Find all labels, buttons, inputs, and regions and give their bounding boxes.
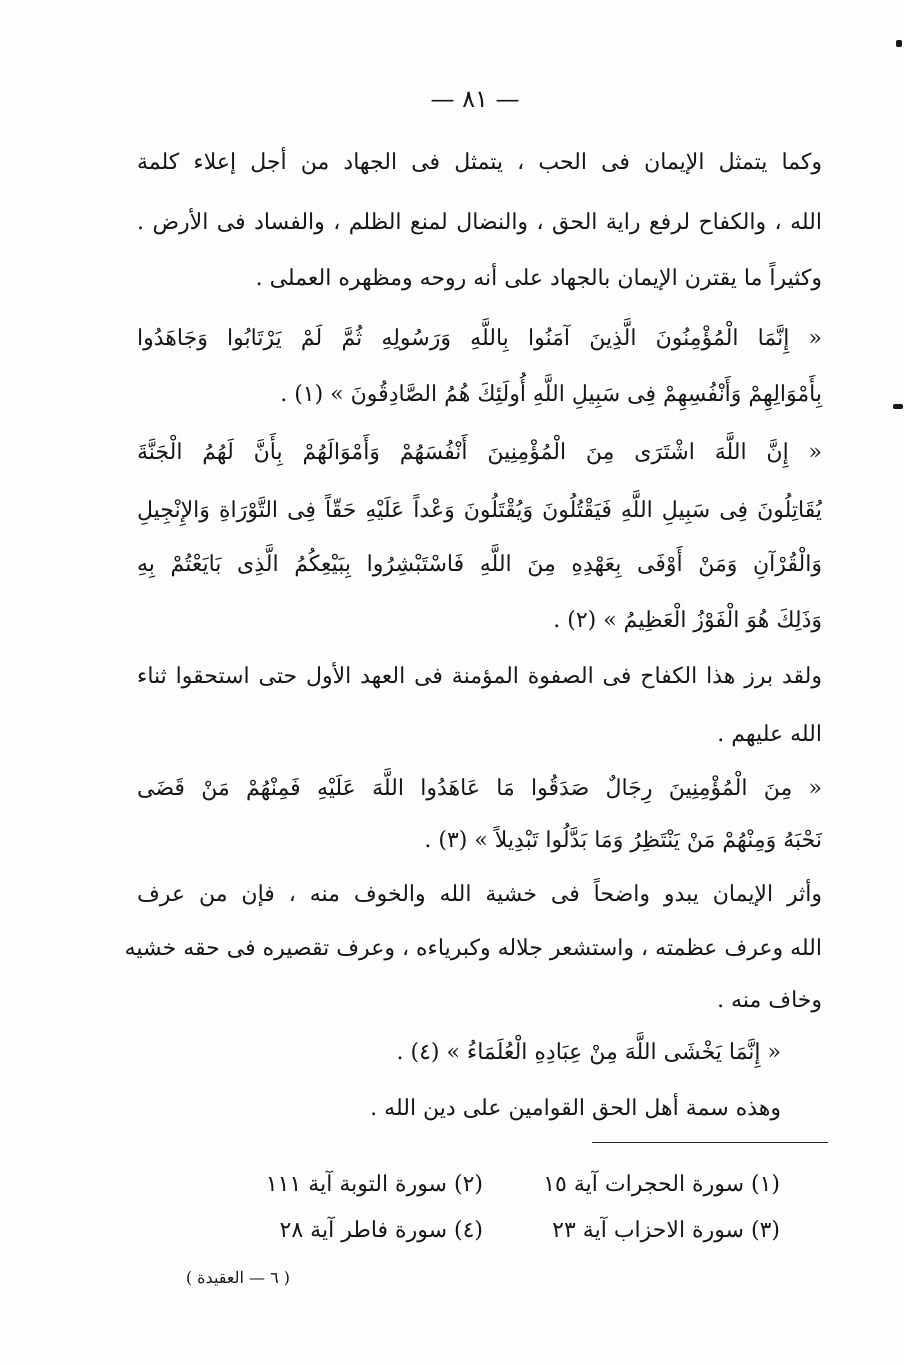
page-number: — ٨١ — [430, 85, 520, 113]
scan-mark [896, 40, 902, 47]
quran-verse-line: بِأَمْوَالِهِمْ وَأَنْفُسِهِمْ فِى سَبِيلِ اللَّهِ أُولَئِكَ هُمُ الصَّادِقُونَ » (١) . [280, 382, 822, 407]
footnote: (١) سورة الحجرات آية ١٥ [543, 1172, 780, 1197]
quran-verse-line: « إِنَّمَا يَخْشَى اللَّهَ مِنْ عِبَادِهِ الْعُلَمَاءُ » (٤) . [396, 1040, 781, 1065]
footnote: (٤) سورة فاطر آية ٢٨ [279, 1218, 483, 1243]
footnote: (٣) سورة الاحزاب آية ٢٣ [552, 1218, 780, 1243]
paragraph-line: وخاف منه . [717, 988, 822, 1013]
paragraph-line: الله عليهم . [717, 722, 822, 747]
quran-verse-line: « إِنَّ اللَّهَ اشْتَرَى مِنَ الْمُؤْمِنِينَ أَنْفُسَهُمْ وَأَمْوَالَهُمْ بِأَنَّ لَهُمُ الْجَنَّةَ [137, 440, 822, 465]
paragraph-line: وهذه سمة أهل الحق القوامين على دين الله . [370, 1096, 781, 1121]
quran-verse-line: وَذَلِكَ هُوَ الْفَوْزُ الْعَظِيمُ » (٢) . [553, 608, 822, 633]
paragraph-line: وكما يتمثل الإيمان فى الحب ، يتمثل فى الجهاد من أجل إعلاء كلمة [137, 150, 822, 175]
scan-mark [893, 404, 903, 409]
paragraph-line: الله وعرف عظمته ، واستشعر جلاله وكبرياءه ، وعرف تقصيره فى حقه خشيه [124, 936, 822, 961]
footnote: (٢) سورة التوبة آية ١١١ [265, 1172, 483, 1197]
quran-verse-line: وَالْقُرْآنِ وَمَنْ أَوْفَى بِعَهْدِهِ مِنَ اللَّهِ فَاسْتَبْشِرُوا بِبَيْعِكُمُ الَّذِى بَايَعْتُمْ بِهِ [137, 552, 822, 577]
paragraph-line: وكثيراً ما يقترن الإيمان بالجهاد على أنه روحه ومظهره العملى . [255, 266, 822, 291]
quran-verse-line: يُقَاتِلُونَ فِى سَبِيلِ اللَّهِ فَيَقْتُلُونَ وَيُقْتَلُونَ وَعْداً عَلَيْهِ حَقّاً فِى التَّوْرَاةِ وَالإِنْجِيلِ [137, 498, 822, 523]
quran-verse-line: « مِنَ الْمُؤْمِنِينَ رِجَالٌ صَدَقُوا مَا عَاهَدُوا اللَّهَ عَلَيْهِ فَمِنْهُمْ مَنْ قَضَى [137, 776, 822, 801]
paragraph-line: الله ، والكفاح لرفع راية الحق ، والنضال لمنع الظلم ، والفساد فى الأرض . [137, 210, 822, 235]
footnote-separator [592, 1142, 828, 1143]
paragraph-line: ولقد برز هذا الكفاح فى الصفوة المؤمنة فى العهد الأول حتى استحقوا ثناء [137, 664, 822, 689]
printer-signature: ( ٦ — العقيدة ) [185, 1268, 290, 1287]
quran-verse-line: نَحْبَهُ وَمِنْهُمْ مَنْ يَنْتَظِرُ وَمَا بَدَّلُوا تَبْدِيلاً » (٣) . [424, 828, 822, 853]
paragraph-line: وأثر الإيمان يبدو واضحاً فى خشية الله والخوف منه ، فإن من عرف [137, 882, 822, 907]
quran-verse-line: « إِنَّمَا الْمُؤْمِنُونَ الَّذِينَ آمَنُوا بِاللَّهِ وَرَسُولِهِ ثُمَّ لَمْ يَرْتَابُوا وَجَاهَدُوا [137, 326, 822, 351]
